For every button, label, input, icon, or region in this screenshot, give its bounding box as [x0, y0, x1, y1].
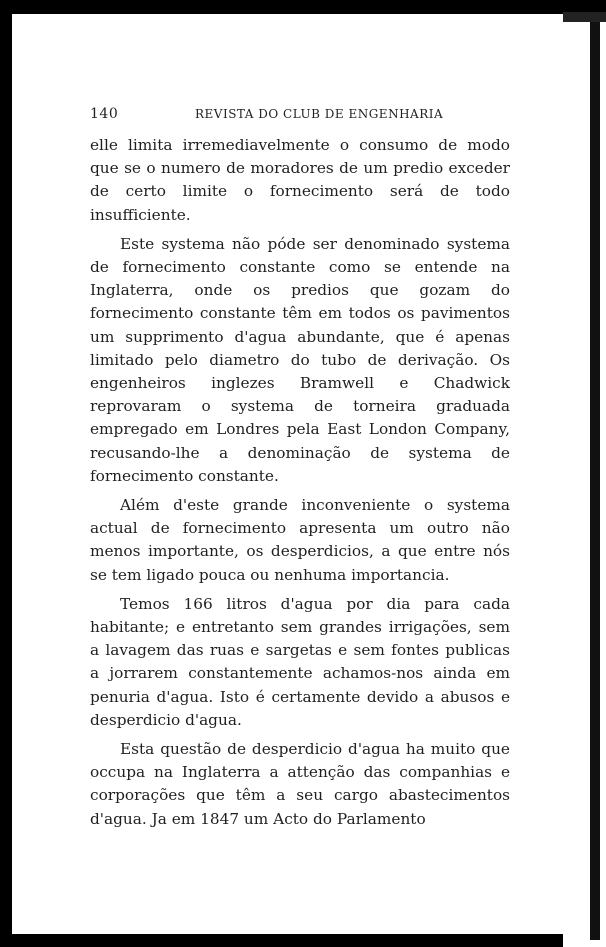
top-edge-shadow	[563, 12, 606, 22]
paragraph-continuation: elle limita irremediavelmente o consumo de modo que se o numero de moradores de um predio exceder de certo limite o fornecimento será de todo insufficiente.	[90, 136, 510, 224]
paragraph-inconvenience: Além d'este grande inconveniente o systema actual de fornecimento apresenta um outro não menos importante, os desperdicios, a que entre nós se tem ligado pouca ou nenhuma importancia.	[90, 496, 510, 584]
article-body	[90, 134, 510, 837]
paragraph-water-per-capita: Temos 166 litros d'agua por dia para cada habitante; e entretanto sem grandes irrigações, sem a lavagem das ruas e sargetas e sem fontes publicas a jorrarem constantemente achamos-nos ainda em penuria d'agua. Isto é certamente devido a abusos e desperdicio d'agua.	[90, 594, 510, 729]
page-number: 140	[90, 106, 119, 122]
binding-shadow	[590, 20, 600, 940]
running-head	[90, 106, 520, 126]
paragraph-constant-supply: Este systema não póde ser denominado systema de fornecimento constante como se entende na Inglaterra, onde os predios que gozam do fornecimento constante têm em todos os pavimentos um supprimento d'agua abundante, que é apenas limitado pelo diametro do tubo de derivação. Os engenheiros inglezes Bramwell e Chadwick reprovaram o systema de torneira graduada empregado em Londres pela East London Company, recusando-lhe a denominação de systema de fornecimento constante.	[90, 234, 510, 485]
journal-title: REVISTA DO CLUB DE ENGENHARIA	[195, 107, 444, 121]
paragraph-water-waste: Esta questão de desperdicio d'agua ha muito que occupa na Inglaterra a attenção das companhias e corporações que têm a seu cargo abastecimentos d'agua. Ja em 1847 um Acto do Parlamento	[90, 740, 510, 828]
